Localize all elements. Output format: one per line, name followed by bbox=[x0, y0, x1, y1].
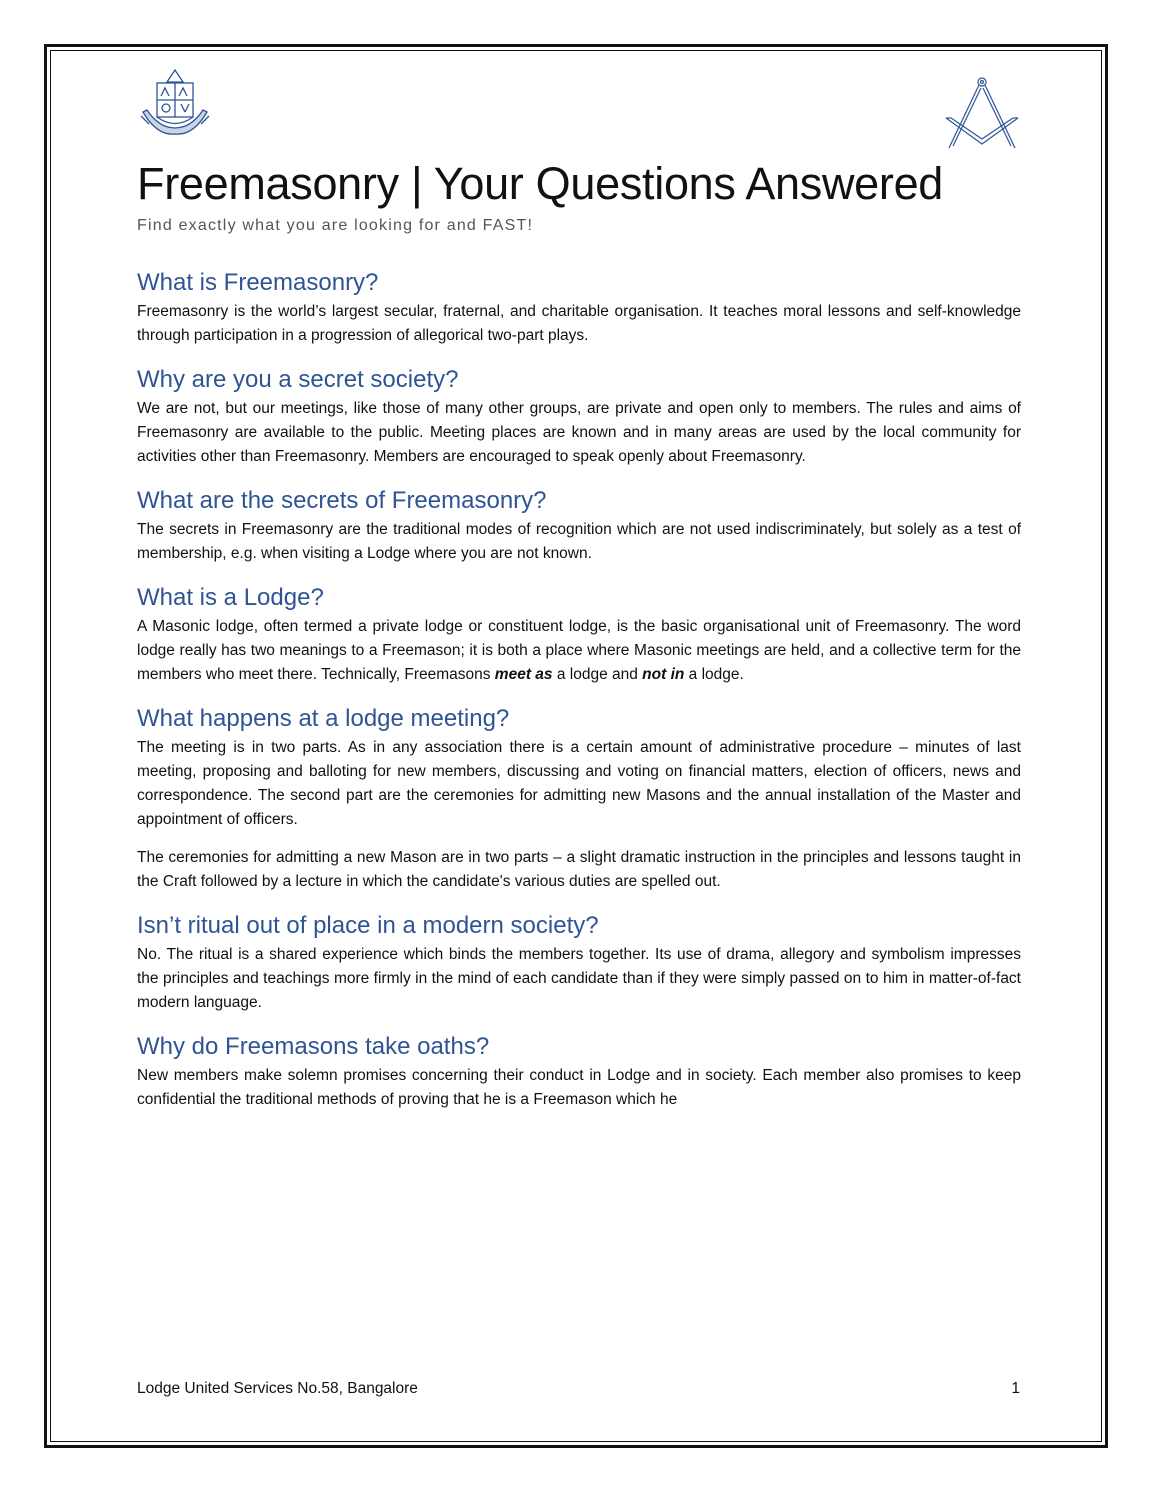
page-title: Freemasonry | Your Questions Answered bbox=[137, 158, 944, 209]
section-paragraph: The secrets in Freemasonry are the traditional modes of recognition which are not used indiscriminately, but solely as a test of membership, e.g. when visiting a Lodge where you are not known. bbox=[137, 521, 1021, 562]
section-paragraph bbox=[137, 615, 1021, 687]
faq-section-ritual bbox=[137, 909, 1021, 1015]
lodge-crest-icon bbox=[137, 66, 213, 142]
section-heading: Why are you a secret society? bbox=[137, 366, 459, 393]
lodge-text-middle: a lodge and bbox=[552, 666, 643, 683]
section-heading: What happens at a lodge meeting? bbox=[137, 705, 510, 732]
faq-section-oaths bbox=[137, 1030, 1021, 1112]
faq-sections bbox=[137, 266, 1021, 1127]
section-paragraph: We are not, but our meetings, like those of many other groups, are private and open only to members. The rules and aims of Freemasonry are available to the public. Meeting places are known and in many areas are used by the local community for activities other than Freemasonry. Members are encouraged to speak openly about Freemasonry. bbox=[137, 400, 1021, 465]
section-heading: What are the secrets of Freemasonry? bbox=[137, 487, 547, 514]
lodge-text-end: a lodge. bbox=[684, 666, 744, 683]
square-and-compasses-icon bbox=[943, 74, 1021, 152]
faq-section-what-is-freemasonry bbox=[137, 266, 1021, 348]
footer-lodge-name: Lodge United Services No.58, Bangalore bbox=[137, 1380, 418, 1397]
faq-section-secrets bbox=[137, 484, 1021, 566]
footer-page-number: 1 bbox=[1011, 1380, 1020, 1397]
faq-section-lodge-meeting bbox=[137, 702, 1021, 894]
section-heading: Isn’t ritual out of place in a modern society? bbox=[137, 912, 599, 939]
section-paragraph: No. The ritual is a shared experience which binds the members together. Its use of drama, allegory and symbolism impresses the principles and teachings more firmly in the mind of each candidate than if they were simply passed on to him in matter-of-fact modern language. bbox=[137, 946, 1021, 1011]
section-heading: Why do Freemasons take oaths? bbox=[137, 1033, 490, 1060]
page-subtitle: Find exactly what you are looking for and FAST! bbox=[137, 217, 534, 234]
emphasis-not-in: not in bbox=[642, 666, 685, 683]
section-heading: What is a Lodge? bbox=[137, 584, 324, 611]
section-paragraph: The meeting is in two parts. As in any association there is a certain amount of administrative procedure – minutes of last meeting, proposing and balloting for new members, discussing and voting on financial matters, election of officers, news and correspondence. The second part are the ceremonies for admitting new Masons and the annual installation of the Master and appointment of officers. bbox=[137, 739, 1021, 828]
lodge-text-start: A Masonic lodge, often termed a private lodge or constituent lodge, is the basic organisational unit of Freemasonry. The word lodge really has two meanings to a Freemason; it is both a place where Masonic meetings are held, and a collective term for the members who meet there. Technically, Freemasons bbox=[137, 618, 1021, 683]
section-heading: What is Freemasonry? bbox=[137, 269, 379, 296]
emphasis-meet-as: meet as bbox=[494, 666, 553, 683]
section-paragraph: The ceremonies for admitting a new Mason are in two parts – a slight dramatic instruction in the principles and lessons taught in the Craft followed by a lecture in which the candidate's various duties are spelled out. bbox=[137, 849, 1021, 890]
faq-section-what-is-a-lodge bbox=[137, 581, 1021, 687]
section-paragraph: Freemasonry is the world’s largest secular, fraternal, and charitable organisation. It teaches moral lessons and self-knowledge through participation in a progression of allegorical two-part plays. bbox=[137, 303, 1021, 344]
faq-section-secret-society bbox=[137, 363, 1021, 469]
section-paragraph: New members make solemn promises concerning their conduct in Lodge and in society. Each member also promises to keep confidential the traditional methods of proving that he is a Freemason which he bbox=[137, 1067, 1021, 1108]
